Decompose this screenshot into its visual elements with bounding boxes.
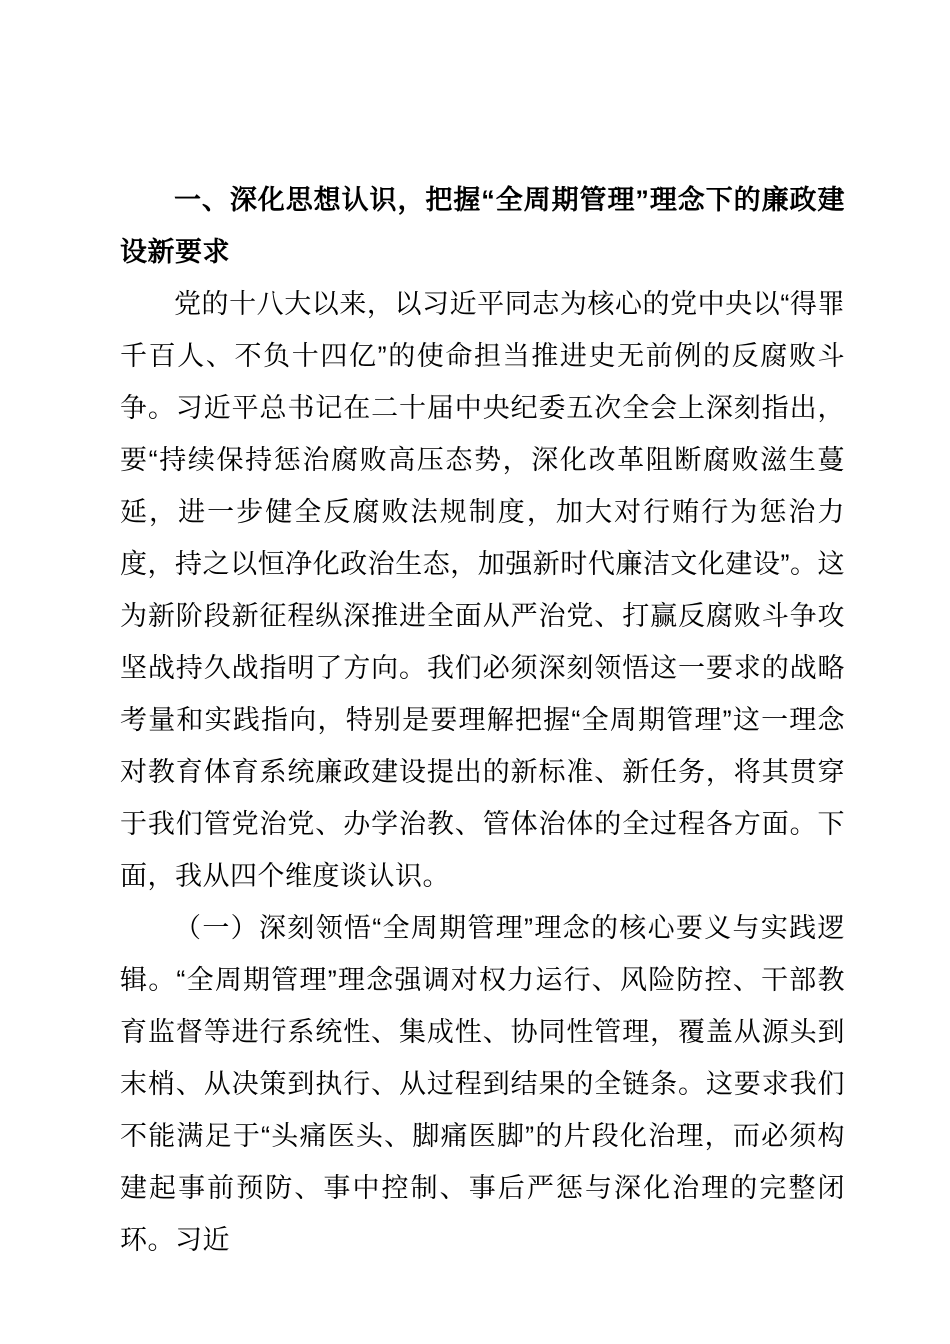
body-paragraph: 党的十八大以来，以习近平同志为核心的党中央以“得罪千百人、不负十四亿”的使命担当推进史无前例的反腐败斗争。习近平总书记在二十届中央纪委五次全会上深刻指出，要“持续保持惩治腐败高压态势，深化改革阻断腐败滋生蔓延，进一步健全反腐败法规制度，加大对行贿行为惩治力度，持之以恒净化政治生态，加强新时代廉洁文化建设”。这为新阶段新征程纵深推进全面从严治党、打赢反腐败斗争攻坚战持久战指明了方向。我们必须深刻领悟这一要求的战略考量和实践指向，特别是要理解把握“全周期管理”这一理念对教育体育系统廉政建设提出的新标准、新任务，将其贯穿于我们管党治党、办学治教、管体治体的全过程各方面。下面，我从四个维度谈认识。 — [120, 289, 845, 891]
body-paragraph: （一）深刻领悟“全周期管理”理念的核心要义与实践逻辑。“全周期管理”理念强调对权力运行、风险防控、干部教育监督等进行系统性、集成性、协同性管理，覆盖从源头到末梢、从决策到执行、从过程到结果的全链条。这要求我们不能满足于“头痛医头、脚痛医脚”的片段化治理，而必须构建起事前预防、事中控制、事后严惩与深化治理的完整闭环。习近 — [120, 913, 845, 1255]
section-heading: 一、深化思想认识，把握“全周期管理”理念下的廉政建设新要求 — [120, 185, 845, 267]
